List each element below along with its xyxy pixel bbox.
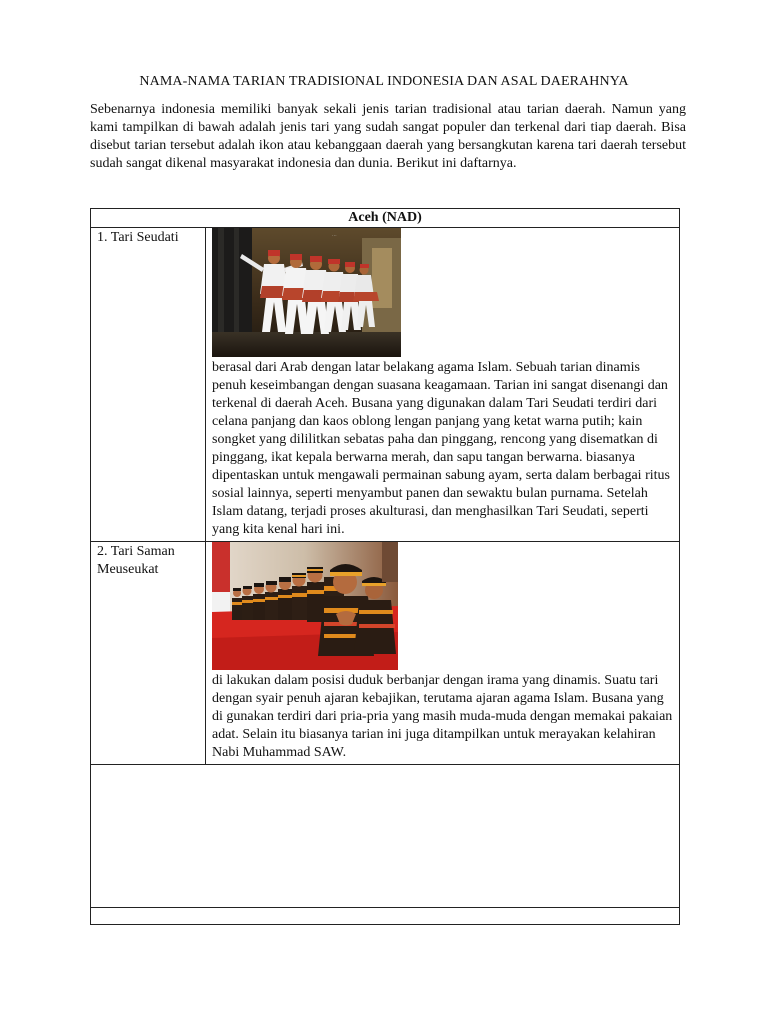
seudati-dancers-photo [212,228,401,357]
dance-cell-saman [206,542,680,765]
dance-name-seudati: 1. Tari Seudati [91,228,206,542]
dance-table [90,208,680,925]
page-title: NAMA-NAMA TARIAN TRADISIONAL INDONESIA DAN ASAL DAERAHNYA [139,74,629,89]
dance-cell-seudati [206,228,680,542]
dance-row-seudati [91,228,680,542]
intro-paragraph: Sebenarnya indonesia memiliki banyak sekali jenis tarian tradisional atau tarian daerah. Namun yang kami tampilkan di bawah adalah jenis tari yang sudah sangat populer dan terkenal dari tiap daerah. Bisa disebut tarian tersebut adalah ikon atau kebanggaan daerah yang bersangkutan karena tari daerah tersebut sudah sangat dikenal masyarakat indonesia dan dunia. Berikut ini daftarnya. [90,102,686,171]
empty-cell-bottom [91,908,680,925]
saman-dancers-photo [212,542,398,670]
region-header-row [91,209,680,228]
region-header: Aceh (NAD) [91,209,680,228]
dance-name-saman: 2. Tari Saman Meuseukat [91,542,206,765]
svg-text:...: ... [332,232,337,238]
dance-description-seudati: berasal dari Arab dengan latar belakang agama Islam. Sebuah tarian dinamis penuh keseimbangan dengan suasana keagamaan. Tarian ini sangat disenangi dan terkenal di daerah Aceh. Busana yang digunakan dalam Tari Seudati terdiri dari celana panjang dan kaos oblong lengan panjang yang ketat warna putih; kain songket yang dililitkan sebatas paha dan pinggang, rencong yang disematkan di pinggang, ikat kepala berwarna merah, dan sapu tangan berwarna. biasanya dipentaskan untuk mengawali permainan sabung ayam, serta dalam berbagai ritus sosial lainnya, seperti menyambut panen dan sewaktu bulan purnama. Setelah Islam datang, terjadi proses akulturasi, dan menghasilkan Tari Seudati, seperti yang kita kenal hari ini. [212,360,670,537]
empty-cell [91,765,680,908]
dance-description-saman: di lakukan dalam posisi duduk berbanjar dengan irama yang dinamis. Suatu tari dengan syair penuh ajaran kebajikan, terutama ajaran agama Islam. Busana yang di gunakan terdiri dari pria-pria yang masih muda-muda dengan memakai pakaian adat. Selain itu biasanya tarian ini juga ditampilkan untuk merayakan kelahiran Nabi Muhammad SAW. [212,673,673,760]
empty-row [91,765,680,908]
empty-row-bottom [91,908,680,925]
dance-row-saman [91,542,680,765]
